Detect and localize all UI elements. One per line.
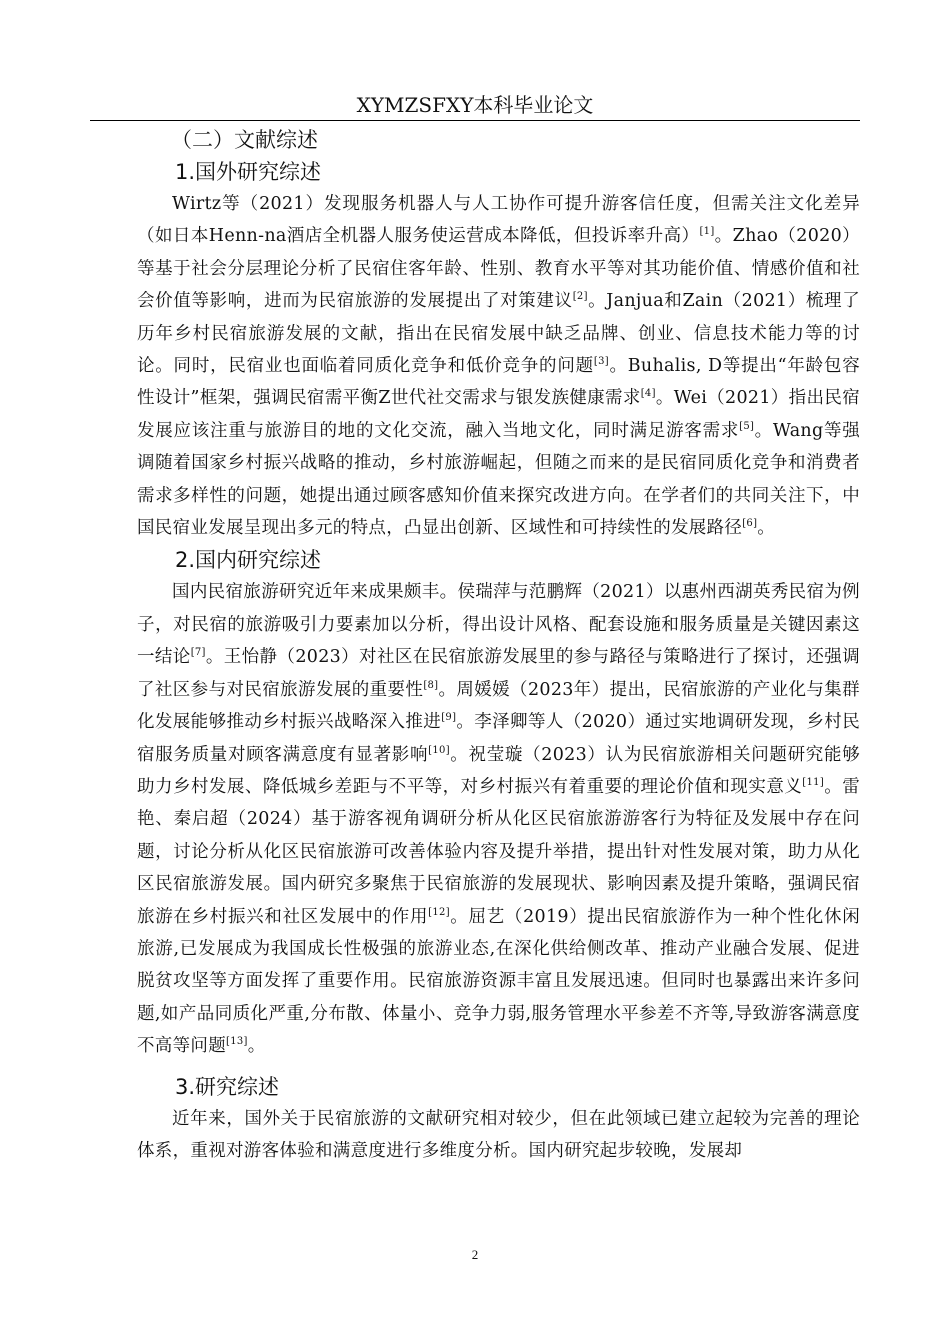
section-heading: （二）文献综述	[171, 128, 318, 152]
text-run: 。周媛媛（2023年）提出，民宿旅游的产业化与集群化发展能够推动乡村振兴战略深入推进	[137, 679, 860, 733]
text-run: 国内民宿旅游研究近年来成果颇丰。侯瑞萍与范鹏辉（2021）以惠州西湖英秀民宿为例子，对民宿的旅游吸引力要素加以分析，得出设计风格、配套设施和服务质量是关键因素这一结论	[137, 582, 860, 668]
paragraph-foreign-review	[137, 188, 860, 544]
citation-1: [1]	[699, 226, 715, 238]
text-run: 。李泽卿等人（2020）通过实地调研发现，乡村民宿服务质量对顾客满意度有显著影响	[137, 712, 860, 765]
citation-6: [6]	[742, 518, 758, 530]
text-run: 。Wang等强调随着国家乡村振兴战略的推动，乡村旅游崛起，但随之而来的是民宿同质化竞争和消费者需求多样性的问题，她提出通过顾客感知价值来探究改进方向。在学者们的共同关注下，中国民宿业发展呈现出多元的特点，凸显出创新、区域性和可持续性的发展路径	[137, 420, 860, 539]
text-run: 。Zhao（2020）等基于社会分层理论分析了民宿住客年龄、性别、教育水平等对其功能价值、情感价值和社会价值等影响，进而为民宿旅游的发展提出了对策建议	[137, 226, 860, 312]
page-content	[137, 124, 860, 1167]
text-run: 。Buhalis, D等提出“年龄包容性设计”框架，强调民宿需平衡Z世代社交需求与银发族健康需求	[137, 356, 861, 409]
citation-3: [3]	[593, 356, 609, 368]
text-run: 。	[757, 518, 776, 539]
citation-13: [13]	[226, 1036, 248, 1048]
text-run: 近年来，国外关于民宿旅游的文献研究相对较少，但在此领域已建立起较为完善的理论体系，重视对游客体验和满意度进行多维度分析。国内研究起步较晚，发展却	[137, 1108, 860, 1161]
text-run: 。Janjua和Zain（2021）梳理了历年乡村民宿旅游发展的文献，指出在民宿发展中缺乏品牌、创业、信息技术能力等的讨论。同时，民宿业也面临着同质化竞争和低价竞争的问题	[137, 291, 860, 377]
citation-7: [7]	[190, 647, 206, 659]
subsection-heading-domestic: 2.国内研究综述	[175, 548, 322, 573]
text-run: Wirtz等（2021）发现服务机器人与人工协作可提升游客信任度，但需关注文化差异（如日本Henn-na酒店全机器人服务使运营成本降低，但投诉率升高）	[137, 194, 860, 247]
citation-4: [4]	[640, 388, 656, 400]
citation-9: [9]	[441, 712, 457, 724]
paragraph-domestic-review	[137, 576, 860, 1062]
page-number: 2	[471, 1247, 479, 1262]
paragraph-research-summary	[137, 1103, 860, 1168]
citation-5: [5]	[739, 420, 755, 432]
text-run: 。	[247, 1036, 266, 1057]
subsection-heading-summary: 3.研究综述	[175, 1074, 280, 1099]
text-run: 。王怡静（2023）对社区在民宿旅游发展里的参与路径与策略进行了探讨，还强调了社区参与对民宿旅游发展的重要性	[137, 647, 860, 700]
header-rule	[90, 120, 860, 121]
page-header: XYMZSFXY本科毕业论文	[356, 93, 594, 117]
subsection-heading-foreign: 1.国外研究综述	[175, 160, 322, 184]
citation-10: [10]	[428, 744, 450, 756]
text-run: 。屈艺（2019）提出民宿旅游作为一种个性化休闲旅游,已发展成为我国成长性极强的旅游业态,在深化供给侧改革、推动产业融合发展、促进脱贫攻坚等方面发挥了重要作用。民宿旅游资源丰富且发展迅速。但同时也暴露出来许多问题,如产品同质化严重,分布散、体量小、竞争力弱,服务管理水平参差不齐等,导致游客满意度不高等问题	[137, 906, 860, 1057]
text-run: 。雷艳、秦启超（2024）基于游客视角调研分析从化区民宿旅游游客行为特征及发展中存在问题，讨论分析从化区民宿旅游可改善体验内容及提升举措，提出针对性发展对策，助力从化区民宿旅游发展。国内研究多聚焦于民宿旅游的发展现状、影响因素及提升策略，强调民宿旅游在乡村振兴和社区发展中的作用	[137, 776, 860, 927]
citation-11: [11]	[802, 776, 825, 788]
text-run: 。祝莹璇（2023）认为民宿旅游相关问题研究能够助力乡村发展、降低城乡差距与不平等，对乡村振兴有着重要的理论价值和现实意义	[137, 744, 860, 797]
text-run: 。Wei（2021）指出民宿发展应该注重与旅游目的地的文化交流，融入当地文化，同时满足游客需求	[137, 388, 861, 441]
citation-8: [8]	[423, 679, 439, 691]
citation-2: [2]	[572, 291, 588, 303]
citation-12: [12]	[428, 906, 450, 918]
